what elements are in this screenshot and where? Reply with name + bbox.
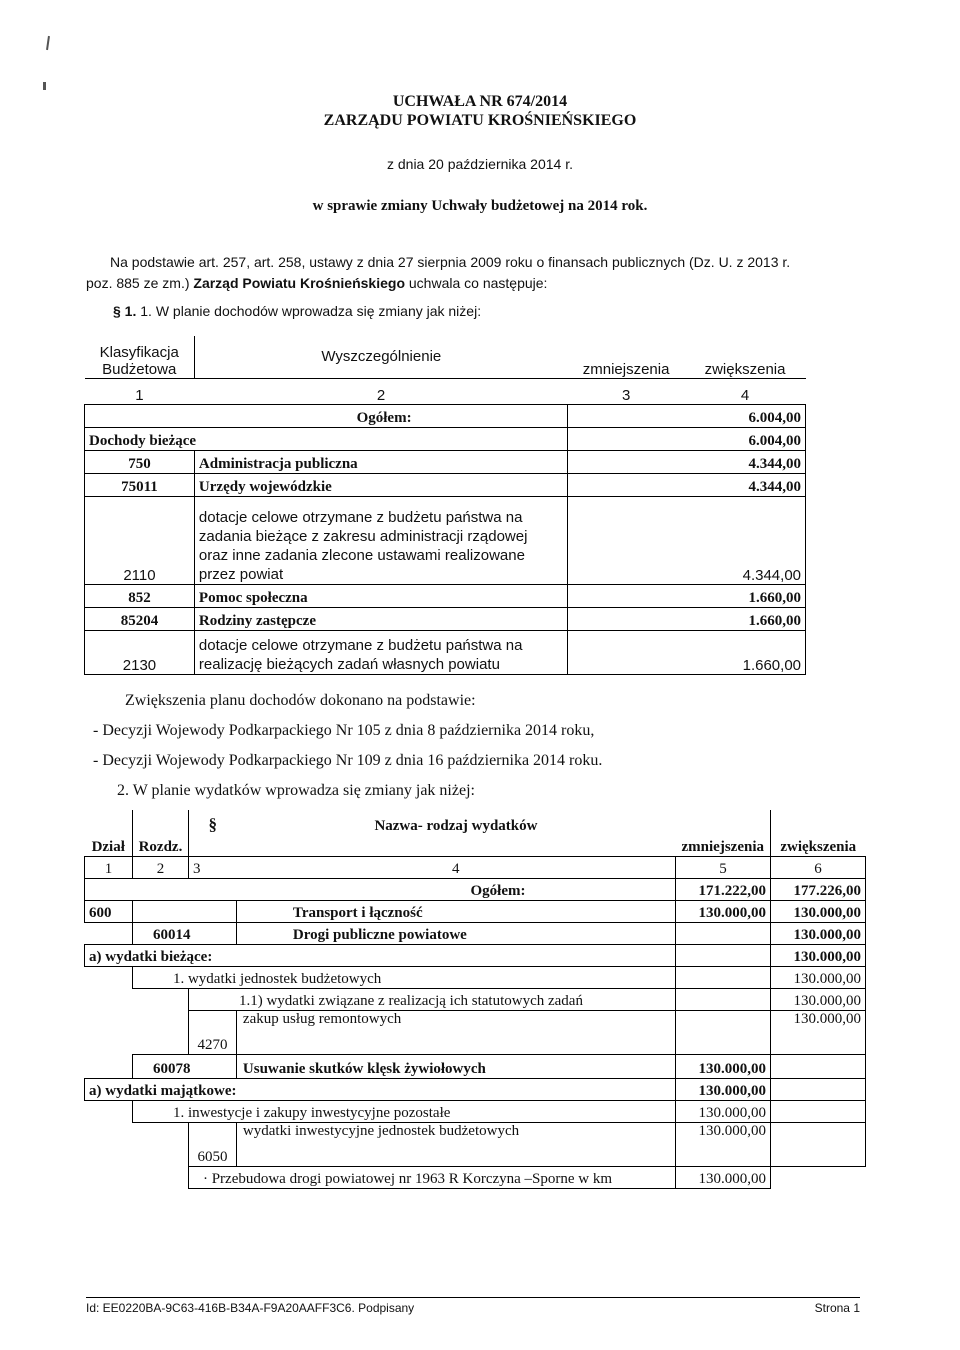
total-label: Ogółem: (85, 878, 676, 900)
row-label: Dochody bieżące (85, 427, 568, 450)
total-label: Ogółem: (85, 404, 568, 427)
row-increase: 6.004,00 (568, 427, 806, 450)
row-name: 1.1) wydatki związane z realizacją ich statutowych zadań (188, 988, 675, 1010)
preamble-line-2b: Zarząd Powiatu Krośnieńskiego (193, 275, 405, 291)
row-increase (771, 1166, 866, 1188)
table-row (85, 1078, 866, 1100)
row-name: Drogi publiczne powiatowe (236, 922, 675, 944)
row-name: · Przebudowa drogi powiatowej nr 1963 R Korczyna –Sporne w km (188, 1166, 675, 1188)
row-paragraph: 6050 (188, 1122, 236, 1166)
header-decrease: zmniejszenia (676, 810, 771, 856)
total-decrease: 171.222,00 (676, 878, 771, 900)
header-paragraph: § (188, 810, 236, 856)
row-increase: 4.344,00 (568, 496, 806, 584)
row-name: 1. wydatki jednostek budżetowych (132, 966, 675, 988)
row-increase (771, 1054, 866, 1078)
row-decrease (676, 988, 771, 1010)
table-row (85, 1100, 866, 1122)
preamble-line-2a: poz. 885 ze zm.) (86, 275, 194, 291)
row-description: Pomoc społeczna (194, 584, 567, 607)
row-paragraph: 4270 (188, 1010, 236, 1054)
row-description: dotacje celowe otrzymane z budżetu państwa na realizację bieżących zadań własnych powiatu (194, 630, 567, 674)
row-decrease: 130.000,00 (676, 1122, 771, 1166)
col-num-3: 3 (568, 378, 685, 404)
basis-item-1: - Decyzji Wojewody Podkarpackiego Nr 105 z dnia 8 października 2014 roku, (93, 722, 595, 739)
row-description: Administracja publiczna (194, 450, 567, 473)
row-code: 85204 (85, 607, 195, 630)
page-footer (86, 1297, 860, 1315)
col-num-4: 4 (236, 856, 675, 878)
row-increase (771, 1122, 866, 1166)
row-increase: 130.000,00 (771, 988, 866, 1010)
row-code: 750 (85, 450, 195, 473)
basis-block (93, 686, 893, 806)
row-decrease (676, 944, 771, 966)
table-row (85, 450, 806, 473)
row-decrease: 130.000,00 (676, 1166, 771, 1188)
section-1-text: 1. W planie dochodów wprowadza się zmiany jak niżej: (136, 303, 482, 319)
basis-intro: Zwiększenia planu dochodów dokonano na podstawie: (125, 692, 476, 709)
row-empty (132, 900, 236, 922)
row-description: dotacje celowe otrzymane z budżetu państwa na zadania bieżące z zakresu administracji rządowej oraz inne zadania zlecone ustawami realizowane przez powiat (194, 496, 567, 584)
table-row (85, 988, 866, 1010)
row-label: a) wydatki bieżące: (85, 944, 676, 966)
row-increase: 130.000,00 (771, 922, 866, 944)
scan-mark (43, 82, 46, 90)
header-decrease: zmniejszenia (568, 336, 685, 378)
row-increase: 130.000,00 (771, 1010, 866, 1054)
table-row (85, 473, 806, 496)
col-num-2: 2 (132, 856, 188, 878)
row-empty (85, 1100, 133, 1122)
row-empty (85, 1054, 133, 1078)
row-name: 1. inwestycje i zakupy inwestycyjne pozostałe (132, 1100, 675, 1122)
row-increase: 1.660,00 (568, 607, 806, 630)
header-classification: Klasyfikacja Budżetowa (85, 336, 195, 378)
row-increase (771, 1100, 866, 1122)
table-row (85, 630, 806, 674)
section-2-heading: 2. W planie wydatków wprowadza się zmiany jak niżej: (117, 782, 475, 799)
row-empty (85, 1010, 189, 1054)
col-num-1: 1 (85, 856, 133, 878)
row-label: a) wydatki majątkowe: (85, 1078, 676, 1100)
basis-item-2: - Decyzji Wojewody Podkarpackiego Nr 109 z dnia 16 października 2014 roku. (93, 752, 603, 769)
row-empty (85, 1122, 189, 1166)
row-name: Usuwanie skutków klęsk żywiołowych (236, 1054, 675, 1078)
row-decrease (676, 922, 771, 944)
row-decrease (676, 966, 771, 988)
total-row (85, 878, 866, 900)
table-row (85, 966, 866, 988)
document-title (300, 93, 660, 130)
header-dzial: Dział (85, 810, 133, 856)
row-increase: 130.000,00 (771, 900, 866, 922)
section-sign: § 1. (113, 303, 137, 319)
row-name: zakup usług remontowych (236, 1010, 675, 1054)
total-row (85, 404, 806, 427)
col-num-4: 4 (685, 378, 806, 404)
title-line-1: UCHWAŁA NR 674/2014 (392, 93, 568, 110)
header-rozdz: Rozdz. (132, 810, 188, 856)
header-description: Wyszczególnienie (194, 336, 567, 378)
row-decrease: 130.000,00 (676, 900, 771, 922)
row-name: wydatki inwestycyjne jednostek budżetowych (236, 1122, 675, 1166)
expense-table (84, 810, 866, 1189)
table-row (85, 1122, 866, 1166)
section-1-heading (113, 303, 481, 319)
document-subject: w sprawie zmiany Uchwały budżetowej na 2014 rok. (312, 198, 648, 214)
table-row (85, 607, 806, 630)
title-line-2: ZARZĄDU POWIATU KROŚNIEŃSKIEGO (323, 112, 637, 129)
row-increase: 130.000,00 (771, 944, 866, 966)
footer-page-number: Strona 1 (814, 1301, 860, 1315)
document-date: z dnia 20 października 2014 r. (386, 156, 573, 172)
row-rozdz: 60014 (132, 922, 236, 944)
preamble-line-2c: uchwala co następuje: (405, 275, 548, 291)
row-name: Transport i łączność (236, 900, 675, 922)
header-increase: zwiększenia (771, 810, 866, 856)
row-code: 75011 (85, 473, 195, 496)
table-row (85, 496, 806, 584)
row-decrease (676, 1010, 771, 1054)
table-row (85, 427, 806, 450)
row-increase (771, 1078, 866, 1100)
row-decrease: 130.000,00 (676, 1078, 771, 1100)
col-num-6: 6 (771, 856, 866, 878)
preamble-line-2 (86, 273, 890, 294)
row-code: 2130 (85, 630, 195, 674)
row-increase: 4.344,00 (568, 473, 806, 496)
row-increase: 1.660,00 (568, 630, 806, 674)
row-empty (85, 922, 133, 944)
scan-mark (46, 36, 50, 50)
row-description: Urzędy wojewódzkie (194, 473, 567, 496)
preamble (86, 252, 890, 294)
row-description: Rodziny zastępcze (194, 607, 567, 630)
table-row (85, 1166, 866, 1188)
row-code: 2110 (85, 496, 195, 584)
col-num-2: 2 (194, 378, 567, 404)
row-increase: 4.344,00 (568, 450, 806, 473)
income-table (84, 336, 806, 675)
preamble-line-1: Na podstawie art. 257, art. 258, ustawy z dnia 27 sierpnia 2009 roku o finansach publicznych (Dz. U. z 2013 r. (110, 254, 791, 270)
header-name: Nazwa- rodzaj wydatków (236, 810, 675, 856)
total-increase: 177.226,00 (771, 878, 866, 900)
row-code: 852 (85, 584, 195, 607)
row-increase: 130.000,00 (771, 966, 866, 988)
table-row (85, 1054, 866, 1078)
table-row (85, 944, 866, 966)
total-value: 6.004,00 (568, 404, 806, 427)
row-decrease: 130.000,00 (676, 1054, 771, 1078)
row-dzial: 600 (85, 900, 133, 922)
table-row (85, 1010, 866, 1054)
col-num-3: 3 (188, 856, 236, 878)
row-empty (85, 966, 133, 988)
row-increase: 1.660,00 (568, 584, 806, 607)
table-row (85, 922, 866, 944)
row-rozdz: 60078 (132, 1054, 236, 1078)
table-row (85, 900, 866, 922)
header-increase: zwiększenia (685, 336, 806, 378)
col-num-5: 5 (676, 856, 771, 878)
footer-id: Id: EE0220BA-9C63-416B-B34A-F9A20AAFF3C6. Podpisany (86, 1301, 415, 1315)
row-empty (85, 1166, 189, 1188)
col-num-1: 1 (85, 378, 195, 404)
row-empty (85, 988, 189, 1010)
table-row (85, 584, 806, 607)
row-decrease: 130.000,00 (676, 1100, 771, 1122)
